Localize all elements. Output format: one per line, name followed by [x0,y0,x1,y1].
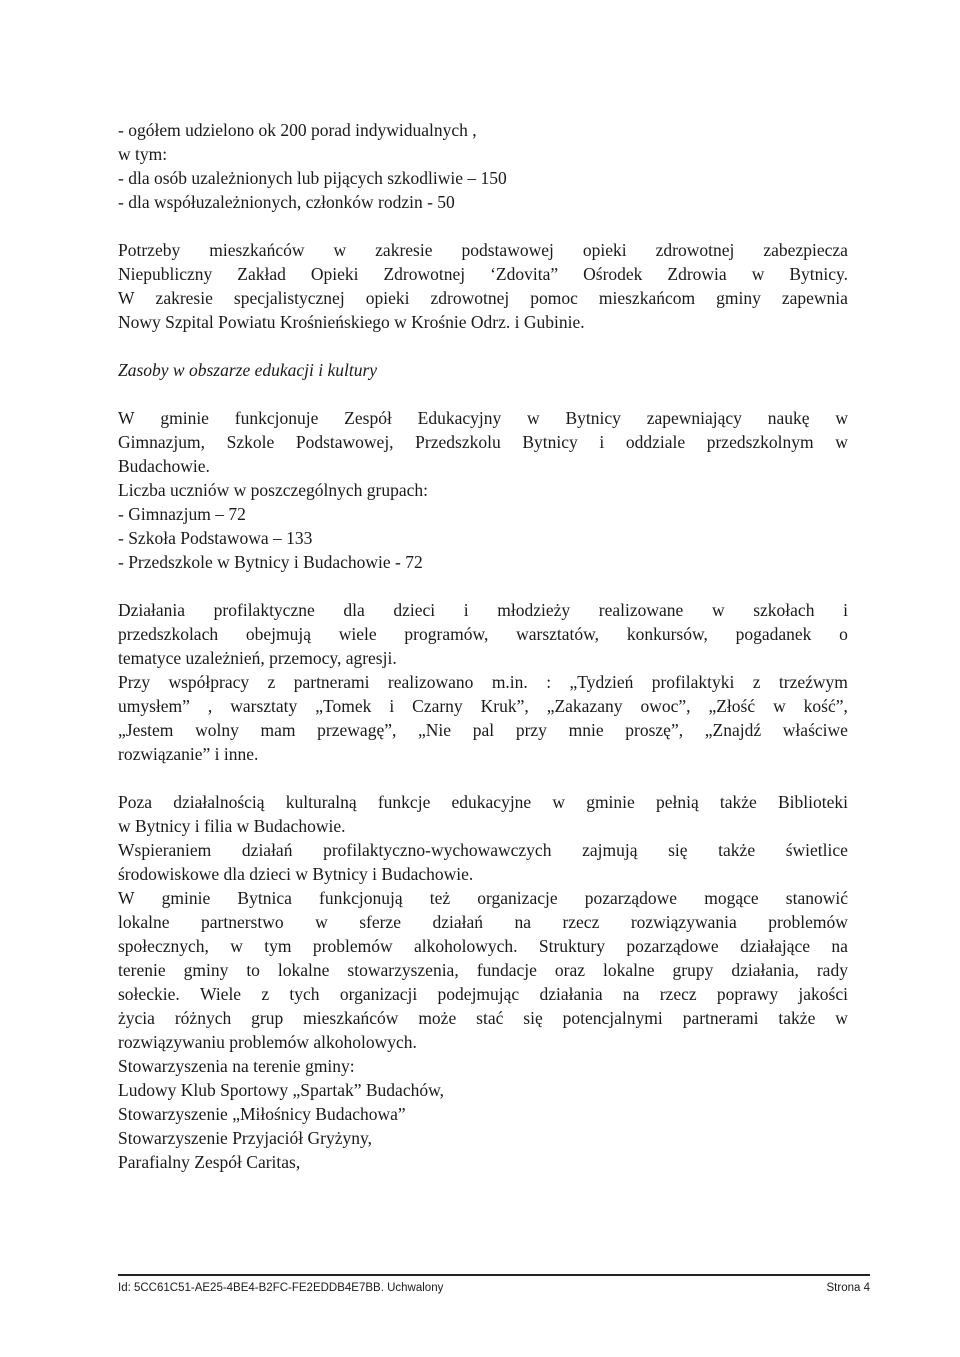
word: Czarny [412,696,463,716]
word: gminie [160,408,209,428]
word: Niepubliczny [118,264,213,284]
word: społecznych, [118,936,209,956]
word: profilaktyczno-wychowawczych [323,840,552,860]
word: różnych [174,1008,232,1028]
word: Szkole [226,432,275,452]
text-line: w tym: [118,144,168,164]
word: rzecz [659,984,697,1004]
word: też [429,888,451,908]
word: działania, [731,960,799,980]
word: alkoholowych. [413,936,518,956]
word: w [751,264,765,284]
word: zakresie [155,288,213,308]
paragraph-prophylaxis [118,598,848,766]
word: Podstawowej, [295,432,394,452]
word: rozwiązywania [630,912,737,932]
text-line [118,718,848,742]
word: Zespół [344,408,392,428]
word: naukę [767,408,810,428]
word: edukacyjne [451,792,532,812]
word: W [118,288,135,308]
text-line: w Bytnicy i filia w Budachowie. [118,816,346,836]
word: szkołach [753,600,815,620]
word: Ośrodek [583,264,643,284]
text-line: środowiskowe dla dzieci w Bytnicy i Budachowie. [118,864,474,884]
word: „Tydzień [569,672,634,692]
word: profilaktyczne [213,600,315,620]
word: współpracy [168,672,250,692]
word: przy [515,720,547,740]
word: podejmując [437,984,520,1004]
word: lokalne [118,912,170,932]
word: m.in. [491,672,528,692]
word: mnie [568,720,604,740]
document-page [118,118,848,1174]
word: zajmują [582,840,638,860]
word: kulturalną [285,792,357,812]
word: Bytnica [237,888,292,908]
text-line [118,934,848,958]
text-line: Ludowy Klub Sportowy „Spartak” Budachów, [118,1080,444,1100]
word: obejmują [245,624,311,644]
text-line [118,670,848,694]
word: Zdrowotnej [383,264,466,284]
word: w [835,432,848,452]
word: w [835,1008,848,1028]
word: dzieci [393,600,436,620]
text-line [118,958,848,982]
word: W [118,888,135,908]
word: rzecz [562,912,600,932]
word: może [418,1008,457,1028]
word: umysłem” [118,696,190,716]
word: pogadanek [735,624,812,644]
text-line: Stowarzyszenie „Miłośnicy Budachowa” [118,1104,406,1124]
word: także [718,840,756,860]
word: zabezpiecza [763,240,848,260]
word: z [261,984,270,1004]
word: specjalistycznej [233,288,345,308]
word: Wiele [200,984,242,1004]
word: w [527,408,540,428]
word: partnerstwo [200,912,284,932]
word: realizowano [387,672,474,692]
text-line: Liczba uczniów w poszczególnych grupach: [118,480,429,500]
word: pomoc [530,288,578,308]
word: i [843,600,848,620]
text-line: Budachowie. [118,456,210,476]
text-line: tematyce uzależnień, przemocy, agresji. [118,648,397,668]
word: Zakład [237,264,286,284]
word: w [552,792,566,812]
word: przedszkolnym [706,432,814,452]
word: zdrowotnej [655,240,735,260]
word: Edukacyjny [417,408,502,428]
word: warsztatów, [516,624,600,644]
word: partnerami [293,672,370,692]
word: właściwe [782,720,848,740]
word: życia [118,1008,155,1028]
word: Potrzeby [118,240,181,260]
word: mieszkańcom [598,288,696,308]
word: funkcjonują [319,888,403,908]
word: działania [539,984,603,1004]
word: „Nie [418,720,452,740]
text-line: Parafialny Zespół Caritas, [118,1152,301,1172]
word: mam [260,720,296,740]
text-line [118,982,848,1006]
word: i [463,600,469,620]
text-line [118,910,848,934]
word: sołeckie. [118,984,180,1004]
text-line: - Gimnazjum – 72 [118,504,246,524]
word: Działania [118,600,186,620]
text-line [118,598,848,622]
word: programów, [404,624,489,644]
word: pozarządowe [626,936,719,956]
word: także [778,1008,816,1028]
word: funkcjonuje [234,408,319,428]
text-line: rozwiązywaniu problemów alkoholowych. [118,1032,417,1052]
word: partnerami [682,1008,759,1028]
word: zapewniający [646,408,742,428]
text-line [118,286,848,310]
word: , [207,696,213,716]
word: oddziale [625,432,686,452]
section-heading: Zasoby w obszarze edukacji i kultury [118,360,378,380]
word: Przedszkolu [415,432,501,452]
word: poprawy [716,984,779,1004]
word: ‘Zdovita” [490,264,559,284]
word: grupy [672,960,714,980]
word: owoc”, [640,696,691,716]
word: przewagę”, [317,720,397,740]
word: się [523,1008,543,1028]
text-line: - Przedszkole w Bytnicy i Budachowie - 72 [118,552,423,572]
word: mogące [704,888,759,908]
text-line [118,790,848,814]
word: „Złość [708,696,756,716]
word: lokalne [277,960,330,980]
word: potencjalnymi [562,1008,663,1028]
word: „Tomek [315,696,372,716]
word: tych [289,984,320,1004]
word: gminie [161,888,211,908]
text-line: Nowy Szpital Powiatu Krośnieńskiego w Krośnie Odrz. i Gubinie. [118,312,585,332]
word: stowarzyszenia, [347,960,459,980]
word: pozarządowe [584,888,678,908]
word: Przy [118,672,151,692]
word: pal [472,720,495,740]
word: terenie [118,960,166,980]
text-line: - Szkoła Podstawowa – 133 [118,528,313,548]
word: realizowane [598,600,684,620]
word: problemów [312,936,393,956]
word: „Zakazany [546,696,623,716]
text-line [118,838,848,862]
word: jakości [798,984,848,1004]
word: to [246,960,260,980]
word: gminy [183,960,229,980]
word: stać [476,1008,504,1028]
word: młodzieży [497,600,571,620]
word: Gimnazjum, [118,432,205,452]
word: przedszkolach [118,624,219,644]
word: dla [343,600,365,620]
word: lokalne [603,960,655,980]
text-line [118,622,848,646]
word: zdrowotnej [430,288,510,308]
word: na [622,984,640,1004]
text-line: - dla osób uzależnionych lub pijących szkodliwie – 150 [118,168,507,188]
word: Opieki [310,264,359,284]
word: zapewnia [781,288,848,308]
word: Bytnicy [565,408,621,428]
word: „Jestem [118,720,174,740]
word: stanowić [785,888,848,908]
word: organizacje [477,888,558,908]
word: opieki [365,288,410,308]
word: w [333,240,347,260]
word: o [839,624,848,644]
word: w [315,912,328,932]
word: grup [251,1008,284,1028]
word: Zdrowia [667,264,727,284]
word: Wspieraniem [118,840,212,860]
word: także [719,792,757,812]
word: działań [241,840,293,860]
word: działalnością [173,792,265,812]
word: podstawowej [461,240,554,260]
text-line: rozwiązanie” i inne. [118,744,259,764]
page-footer [118,1274,870,1294]
block-porady [118,118,848,214]
word: warsztaty [230,696,298,716]
word: działań [432,912,483,932]
word: gminie [586,792,635,812]
word: Kruk”, [480,696,529,716]
word: „Znajdź [704,720,762,740]
word: problemów [768,912,848,932]
word: Poza [118,792,153,812]
word: rady [816,960,848,980]
text-line [118,430,848,454]
text-line [118,238,848,262]
word: Bytnicy. [789,264,848,284]
word: tym [264,936,292,956]
word: z [752,672,761,692]
word: Struktury [538,936,605,956]
word: wiele [338,624,377,644]
word: działające [740,936,811,956]
word: mieszkańców [209,240,305,260]
document-id: Id: 5CC61C51-AE25-4BE4-B2FC-FE2EDDB4E7BB. Uchwalony [118,1282,444,1294]
word: Bytnicy [522,432,578,452]
word: organizacji [339,984,418,1004]
word: zakresie [375,240,433,260]
word: pełnią [655,792,699,812]
text-line: - dla współuzależnionych, członków rodzin - 50 [118,192,455,212]
word: się [668,840,688,860]
word: Biblioteki [778,792,848,812]
word: w [711,600,725,620]
word: trzeźwym [778,672,848,692]
word: na [831,936,848,956]
word: oraz [554,960,586,980]
word: profilaktyki [651,672,735,692]
word: w [773,696,786,716]
text-line: - ogółem udzielono ok 200 porad indywidualnych , [118,120,477,140]
word: fundacje [476,960,537,980]
page-number: Strona 4 [826,1282,870,1294]
text-line [118,694,848,718]
word: konkursów, [626,624,708,644]
text-line: Stowarzyszenie Przyjaciół Gryżyny, [118,1128,372,1148]
word: z [267,672,276,692]
word: mieszkańców [303,1008,399,1028]
word: opieki [582,240,627,260]
word: wolny [195,720,239,740]
text-line: Stowarzyszenia na terenie gminy: [118,1056,355,1076]
word: i [599,432,605,452]
text-line [118,1006,848,1030]
text-line [118,886,848,910]
word: W [118,408,135,428]
text-line [118,262,848,286]
word: i [389,696,395,716]
word: proszę”, [625,720,684,740]
paragraph-culture [118,790,848,1174]
word: funkcje [377,792,431,812]
word: w [835,408,848,428]
word: na [514,912,531,932]
paragraph-education [118,406,848,574]
word: sferze [359,912,401,932]
word: kość”, [803,696,848,716]
paragraph-health [118,238,848,334]
word: gminy [716,288,761,308]
text-line [118,406,848,430]
word: w [230,936,243,956]
word: świetlice [785,840,848,860]
word: : [546,672,552,692]
